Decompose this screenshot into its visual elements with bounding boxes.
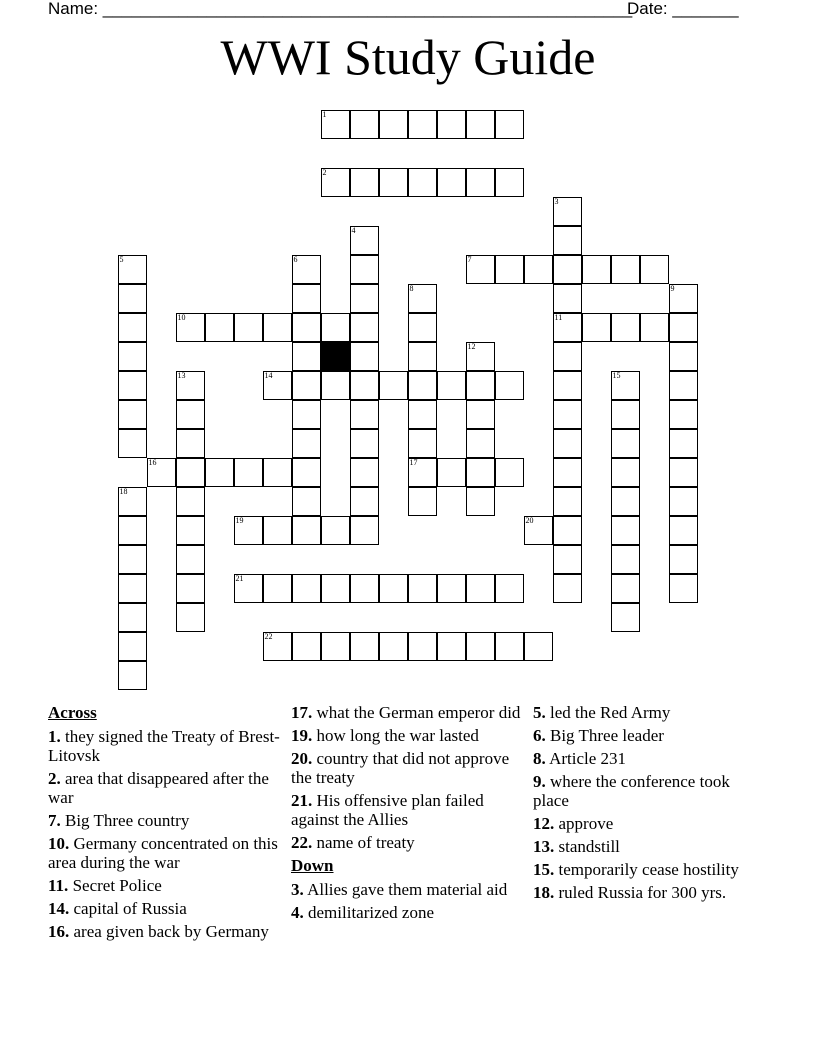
crossword-cell[interactable] [292,400,321,429]
crossword-cell[interactable] [292,458,321,487]
crossword-cell[interactable] [408,168,437,197]
crossword-cell[interactable] [553,458,582,487]
crossword-cell[interactable] [292,487,321,516]
crossword-cell[interactable] [611,487,640,516]
crossword-cell[interactable] [408,458,437,487]
crossword-cell[interactable] [176,458,205,487]
clue-item-text: ruled Russia for 300 yrs. [558,883,727,902]
crossword-cell[interactable] [553,226,582,255]
crossword-cell[interactable] [495,574,524,603]
clue-number: 12 [467,341,476,351]
crossword-cell[interactable] [408,487,437,516]
crossword-cell[interactable] [611,516,640,545]
clue-number: 16 [148,457,157,467]
crossword-cell[interactable] [640,255,669,284]
page-title: WWI Study Guide [220,29,596,85]
clue-item [291,703,527,722]
crossword-cell[interactable] [669,516,698,545]
crossword-cell[interactable] [669,400,698,429]
crossword-cell[interactable] [669,429,698,458]
crossword-cell[interactable] [263,371,292,400]
crossword-cell[interactable] [408,313,437,342]
clue-item [533,772,769,810]
clue-number: 6 [293,254,298,264]
crossword-cell[interactable] [350,516,379,545]
crossword-cell[interactable] [321,574,350,603]
clue-item [291,726,527,745]
crossword-cell[interactable] [553,255,582,284]
crossword-cell[interactable] [611,545,640,574]
crossword-cell[interactable] [611,255,640,284]
crossword-cell[interactable] [118,342,147,371]
clue-item-number: 22. [291,833,313,852]
crossword-cell[interactable] [263,516,292,545]
crossword-cell[interactable] [321,168,350,197]
clue-item-number: 6. [533,726,546,745]
crossword-cell[interactable] [524,516,553,545]
crossword-cell[interactable] [495,371,524,400]
crossword-cell[interactable] [408,574,437,603]
crossword-cell[interactable] [553,197,582,226]
crossword-cell[interactable] [437,574,466,603]
crossword-cell[interactable] [669,545,698,574]
crossword-cell[interactable] [176,516,205,545]
crossword-cell[interactable] [408,371,437,400]
down-heading: Down [291,856,334,875]
clue-item-number: 2. [48,769,61,788]
crossword-cell[interactable] [611,574,640,603]
crossword-cell[interactable] [234,458,263,487]
crossword-cell[interactable] [408,284,437,313]
crossword-cell[interactable] [408,429,437,458]
clue-item-text: capital of Russia [73,899,187,918]
clue-item-text: demilitarized zone [308,903,435,922]
clue-item-number: 11. [48,876,69,895]
crossword-cell[interactable] [582,255,611,284]
clue-item-text: His offensive plan failed against the Allies [291,791,484,829]
clue-item-text: they signed the Treaty of Brest-Litovsk [48,727,280,765]
clue-item-number: 20. [291,749,313,768]
crossword-cell[interactable] [350,110,379,139]
crossword-cell[interactable] [292,429,321,458]
crossword-cell[interactable] [495,255,524,284]
clue-item [533,860,769,879]
crossword-cell[interactable] [408,400,437,429]
name-field-label: Name: ________________________________________________________ [48,0,633,18]
clue-item-number: 10. [48,834,70,853]
crossword-cell[interactable] [582,313,611,342]
clue-item [48,922,284,941]
clue-item-text: Big Three country [65,811,190,830]
crossword-block [321,342,350,371]
crossword-cell[interactable] [118,371,147,400]
crossword-cell[interactable] [524,255,553,284]
crossword-cell[interactable] [466,400,495,429]
clue-number: 5 [119,254,124,264]
crossword-cell[interactable] [379,168,408,197]
clue-item-text: country that did not approve the treaty [291,749,510,787]
crossword-cell[interactable] [669,313,698,342]
crossword-cell[interactable] [292,371,321,400]
crossword-cell[interactable] [640,313,669,342]
clue-number: 13 [177,370,186,380]
clue-item-text: Big Three leader [550,726,664,745]
crossword-cell[interactable] [118,661,147,690]
crossword-cell[interactable] [379,574,408,603]
clue-number: 21 [235,573,244,583]
crossword-cell[interactable] [611,400,640,429]
clue-item-number: 1. [48,727,61,746]
crossword-cell[interactable] [118,429,147,458]
clue-number: 3 [554,196,559,206]
clue-item-text: Secret Police [72,876,162,895]
crossword-cell[interactable] [408,110,437,139]
crossword-cell[interactable] [350,371,379,400]
clue-item [48,811,284,830]
crossword-cell[interactable] [234,574,263,603]
crossword-cell[interactable] [292,516,321,545]
clue-item [533,749,769,768]
crossword-cell[interactable] [321,632,350,661]
crossword-cell[interactable] [495,458,524,487]
crossword-cell[interactable] [321,371,350,400]
crossword-cell[interactable] [263,313,292,342]
clue-number: 7 [467,254,472,264]
clue-item-number: 7. [48,811,61,830]
clue-number: 20 [525,515,534,525]
crossword-cell[interactable] [553,284,582,313]
crossword-cell[interactable] [176,371,205,400]
crossword-cell[interactable] [292,313,321,342]
clue-item [291,903,527,922]
clue-number: 8 [409,283,414,293]
clue-number: 19 [235,515,244,525]
crossword-cell[interactable] [466,632,495,661]
date-field-label: Date: _______ [627,0,739,18]
clue-item [48,876,284,895]
crossword-cell[interactable] [118,400,147,429]
crossword-cell[interactable] [350,342,379,371]
clue-item-number: 19. [291,726,313,745]
crossword-cell[interactable] [292,255,321,284]
crossword-cell[interactable] [350,226,379,255]
crossword-cell[interactable] [379,371,408,400]
crossword-cell[interactable] [118,313,147,342]
crossword-cell[interactable] [118,487,147,516]
crossword-cell[interactable] [611,371,640,400]
clue-item-number: 18. [533,883,555,902]
crossword-cell[interactable] [669,371,698,400]
crossword-cell[interactable] [147,458,176,487]
crossword-cell[interactable] [466,168,495,197]
crossword-cell[interactable] [176,487,205,516]
clue-column-3 [533,703,769,906]
clue-number: 11 [554,312,563,322]
crossword-cell[interactable] [495,168,524,197]
crossword-cell[interactable] [611,313,640,342]
clue-item [48,727,284,765]
crossword-cell[interactable] [466,429,495,458]
clue-item-number: 13. [533,837,555,856]
crossword-cell[interactable] [379,632,408,661]
clue-number: 14 [264,370,273,380]
crossword-cell[interactable] [408,342,437,371]
crossword-cell[interactable] [176,545,205,574]
crossword-cell[interactable] [611,458,640,487]
crossword-cell[interactable] [611,603,640,632]
crossword-cell[interactable] [350,255,379,284]
clue-item-text: Article 231 [549,749,627,768]
crossword-cell[interactable] [466,110,495,139]
crossword-cell[interactable] [553,487,582,516]
clue-item-text: what the German emperor did [316,703,521,722]
clue-item-text: Germany concentrated on this area during the war [48,834,278,872]
clue-item [48,834,284,872]
crossword-cell[interactable] [350,400,379,429]
clue-item [533,837,769,856]
clue-number: 22 [264,631,273,641]
crossword-cell[interactable] [205,458,234,487]
clue-item-text: temporarily cease hostility [558,860,739,879]
clue-item-text: Allies gave them material aid [307,880,508,899]
clue-item-number: 21. [291,791,313,810]
crossword-cell[interactable] [263,632,292,661]
crossword-cell[interactable] [292,342,321,371]
clue-item-text: approve [558,814,614,833]
clue-number: 1 [322,109,327,119]
crossword-cell[interactable] [437,632,466,661]
crossword-cell[interactable] [321,110,350,139]
crossword-cell[interactable] [408,632,437,661]
crossword-cell[interactable] [553,400,582,429]
crossword-cell[interactable] [466,255,495,284]
crossword-cell[interactable] [350,487,379,516]
crossword-cell[interactable] [118,632,147,661]
crossword-cell[interactable] [118,545,147,574]
crossword-cell[interactable] [234,516,263,545]
clue-item-text: where the conference took place [533,772,730,810]
clue-number: 9 [670,283,675,293]
clue-item-text: name of treaty [316,833,415,852]
clue-item-number: 4. [291,903,304,922]
clue-item-text: area given back by Germany [73,922,269,941]
clue-item [291,749,527,787]
clue-item [48,769,284,807]
crossword-cell[interactable] [176,400,205,429]
crossword-cell[interactable] [524,632,553,661]
crossword-cell[interactable] [495,632,524,661]
clue-item-number: 16. [48,922,70,941]
clue-item-number: 17. [291,703,313,722]
crossword-cell[interactable] [350,574,379,603]
crossword-cell[interactable] [437,168,466,197]
clue-item-number: 8. [533,749,546,768]
clue-number: 17 [409,457,418,467]
crossword-cell[interactable] [553,371,582,400]
crossword-cell[interactable] [466,371,495,400]
crossword-cell[interactable] [350,168,379,197]
crossword-cell[interactable] [234,313,263,342]
crossword-cell[interactable] [495,110,524,139]
crossword-cell[interactable] [669,458,698,487]
crossword-cell[interactable] [350,313,379,342]
crossword-cell[interactable] [118,574,147,603]
crossword-cell[interactable] [350,458,379,487]
crossword-cell[interactable] [437,371,466,400]
clue-column-1 [48,703,284,945]
crossword-cell[interactable] [176,429,205,458]
crossword-cell[interactable] [176,313,205,342]
clue-item [533,883,769,902]
crossword-cell[interactable] [669,487,698,516]
crossword-cell[interactable] [379,110,408,139]
crossword-cell[interactable] [321,516,350,545]
clue-item [533,814,769,833]
clue-item [48,899,284,918]
crossword-cell[interactable] [292,284,321,313]
crossword-cell[interactable] [437,110,466,139]
crossword-cell[interactable] [350,632,379,661]
crossword-cell[interactable] [176,574,205,603]
clue-number: 4 [351,225,356,235]
crossword-cell[interactable] [176,603,205,632]
crossword-cell[interactable] [263,458,292,487]
clue-number: 18 [119,486,128,496]
crossword-cell[interactable] [553,429,582,458]
crossword-cell[interactable] [118,516,147,545]
crossword-cell[interactable] [466,574,495,603]
crossword-cell[interactable] [437,458,466,487]
crossword-cell[interactable] [205,313,234,342]
crossword-cell[interactable] [466,487,495,516]
clue-item-text: standstill [558,837,620,856]
crossword-cell[interactable] [669,342,698,371]
crossword-cell[interactable] [466,342,495,371]
crossword-cell[interactable] [611,429,640,458]
crossword-cell[interactable] [466,458,495,487]
crossword-cell[interactable] [553,574,582,603]
crossword-cell[interactable] [118,603,147,632]
clue-number: 15 [612,370,621,380]
crossword-cell[interactable] [553,516,582,545]
crossword-cell[interactable] [350,284,379,313]
crossword-cell[interactable] [553,545,582,574]
crossword-cell[interactable] [553,313,582,342]
clue-number: 2 [322,167,327,177]
across-heading: Across [48,703,97,722]
clue-item-number: 5. [533,703,546,722]
clue-item [533,726,769,745]
clue-item-number: 14. [48,899,70,918]
clue-item-text: led the Red Army [550,703,671,722]
crossword-cell[interactable] [118,284,147,313]
clue-item-number: 9. [533,772,546,791]
clue-item [291,791,527,829]
clue-column-2 [291,703,527,926]
clue-item-number: 15. [533,860,555,879]
crossword-cell[interactable] [118,255,147,284]
crossword-cell[interactable] [321,313,350,342]
crossword-cell[interactable] [350,429,379,458]
clue-item-number: 3. [291,880,304,899]
clue-item-text: how long the war lasted [316,726,479,745]
clue-item [291,833,527,852]
clue-item [291,880,527,899]
clue-item [533,703,769,722]
crossword-cell[interactable] [553,342,582,371]
crossword-cell[interactable] [669,574,698,603]
clue-item-number: 12. [533,814,555,833]
crossword-cell[interactable] [669,284,698,313]
crossword-cell[interactable] [292,574,321,603]
crossword-cell[interactable] [292,632,321,661]
clue-number: 10 [177,312,186,322]
clue-item-text: area that disappeared after the war [48,769,269,807]
crossword-cell[interactable] [263,574,292,603]
